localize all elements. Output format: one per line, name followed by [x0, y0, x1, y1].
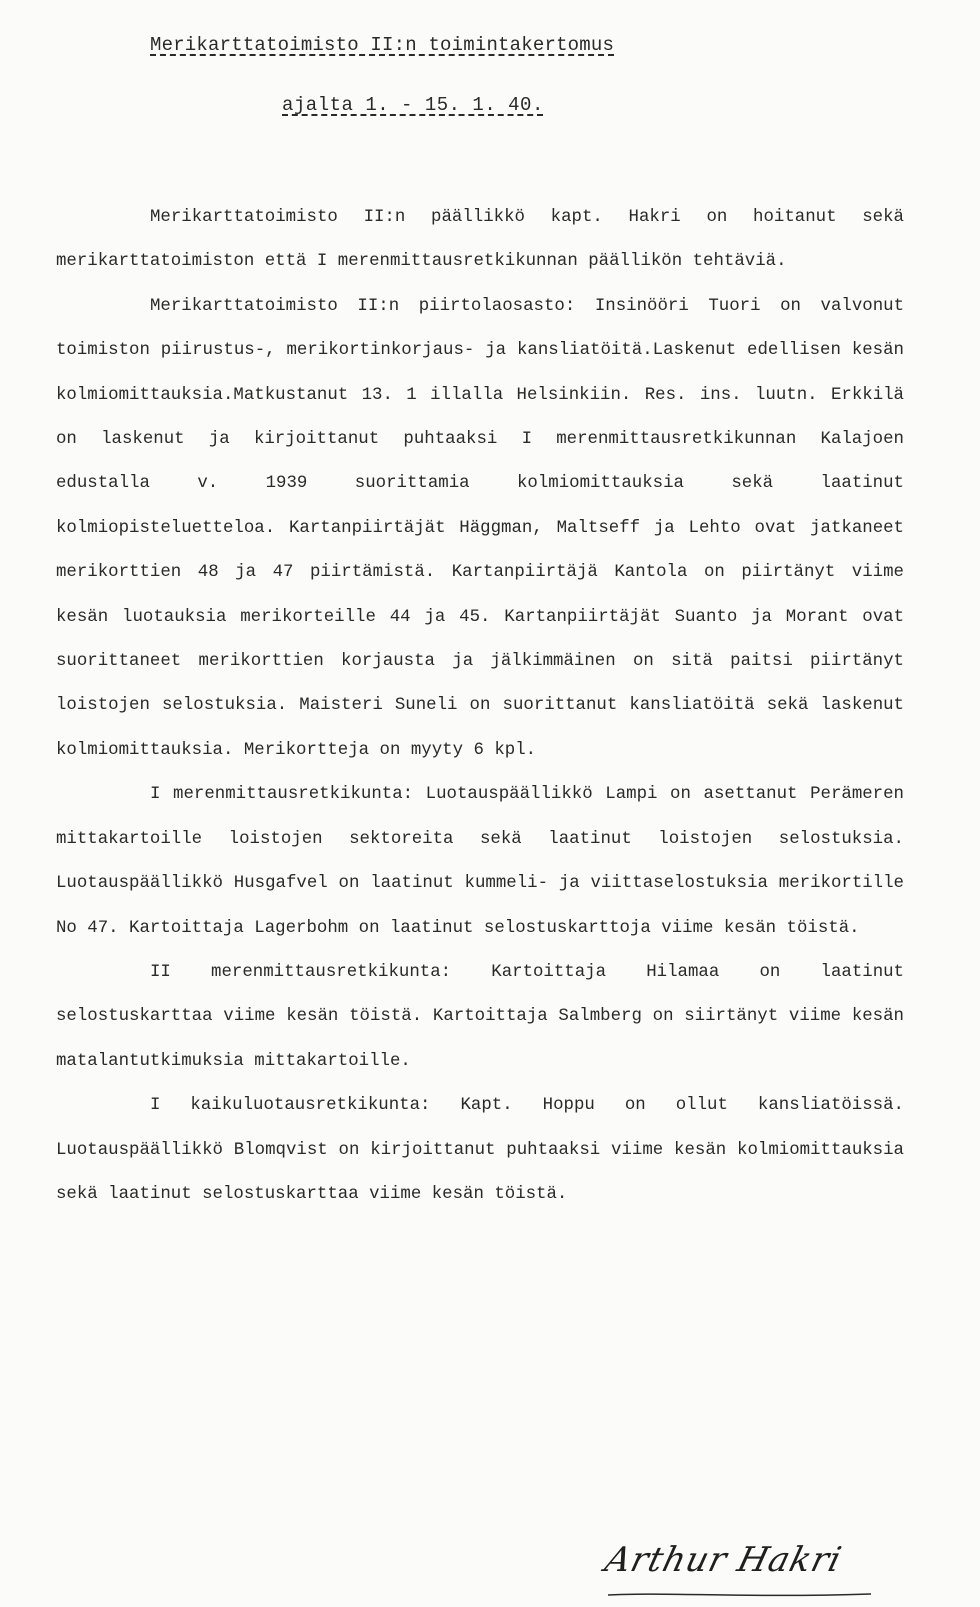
paragraph-expedition-2: II merenmittausretkikunta: Kartoittaja Hilamaa on laatinut selostuskarttaa viime kesän töistä. Kartoittaja Salmberg on siirtänyt viime kesän matalantutkimuksia mittakartoille.: [56, 962, 904, 1071]
handwritten-signature: Arthur Hakri: [601, 1540, 846, 1580]
document-title: Merikarttatoimisto II:n toimintakertomus: [150, 34, 615, 56]
paragraph-echo-sounding: I kaikuluotausretkikunta: Kapt. Hoppu on ollut kansliatöissä. Luotauspäällikkö Blomqvist on kirjoittanut puhtaaksi viime kesän kolmiomittauksia sekä laatinut selostuskarttaa viime kesän töistä.: [56, 1096, 904, 1204]
document-period: ajalta 1. - 15. 1. 40.: [282, 94, 544, 116]
paragraph-drawing-department: Merikarttatoimisto II:n piirtolaosasto: Insinööri Tuori on valvonut toimiston piirustus-, merikortinkorjaus- ja kansliatöitä.Laskenut edellisen kesän kolmiomittauksia.Matkustanut 13. 1 illalla Helsinkiin. Res. ins. luutn. Erkkilä on laskenut ja kirjoittanut puhtaaksi I merenmittausretkikunnan Kalajoen edustalla v. 1939 suorittamia kolmiomittauksia sekä laatinut kolmiopisteluetteloa. Kartanpiirtäjät Häggman, Maltseff ja Lehto ovat jatkaneet merikorttien 48 ja 47 piirtämistä. Kartanpiirtäjä Kantola on piirtänyt viime kesän luotauksia merikorteille 44 ja 45. Kartanpiirtäjät Suanto ja Morant ovat suorittaneet merikorttien korjausta ja jälkimmäinen on sitä paitsi piirtänyt loistojen selostuksia. Maisteri Suneli on suorittanut kansliatöitä sekä laskenut kolmiomittauksia. Merikortteja on myyty 6 kpl.: [56, 296, 904, 760]
paragraph-intro: Merikarttatoimisto II:n päällikkö kapt. Hakri on hoitanut sekä merikarttatoimiston että I merenmittausretkikunnan päällikön tehtäviä.: [56, 208, 904, 272]
document-body: [56, 196, 904, 1217]
paragraph-expedition-1: I merenmittausretkikunta: Luotauspäällikkö Lampi on asettanut Perämeren mittakartoille loistojen sektoreita sekä laatinut loistojen selostuksia. Luotauspäällikkö Husgafvel on laatinut kummeli- ja viittaselostuksia merikortille No 47. Kartoittaja Lagerbohm on laatinut selostuskarttoja viime kesän töistä.: [56, 785, 904, 938]
signature-underline: [606, 1590, 876, 1600]
